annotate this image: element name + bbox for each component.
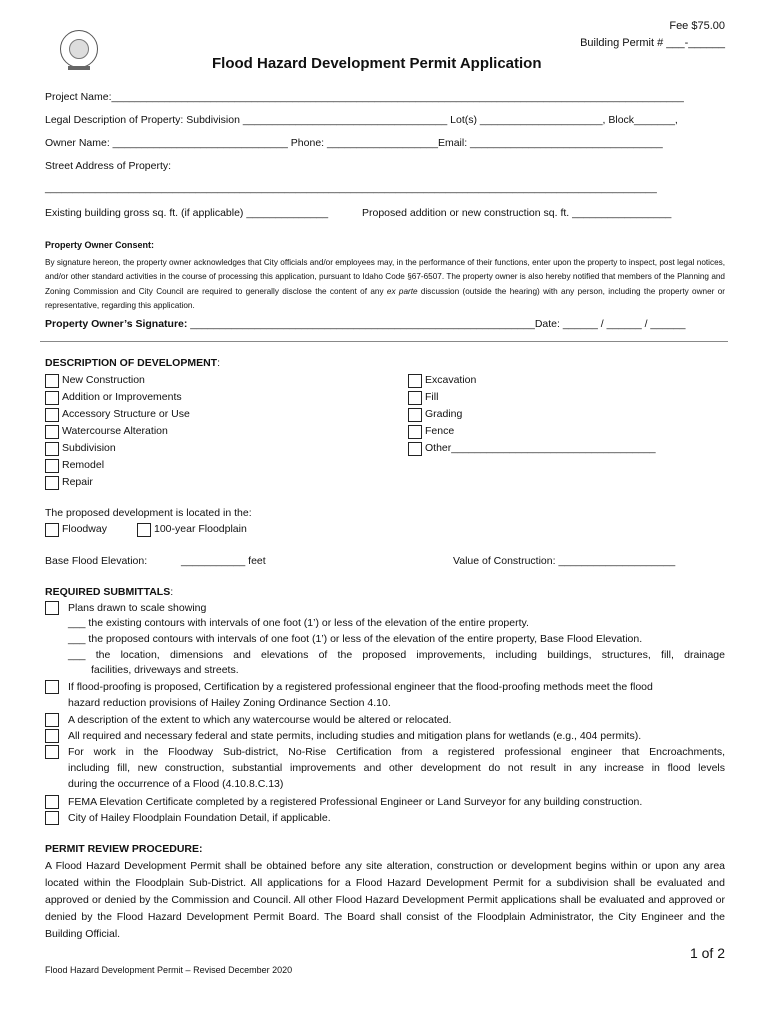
plans-improvements-line1: ___ the location, dimensions and elevations of the proposed improvements, including buildings, structures, fill, drainage (68, 649, 725, 661)
page-number: 1 of 2 (689, 945, 725, 961)
floodplain-label: 100-year Floodplain (154, 523, 247, 535)
excavation-label: Excavation (425, 374, 477, 386)
street-address-field[interactable]: ______________________________________________________________________________________________________________ (45, 183, 657, 194)
foundation-checkbox[interactable] (45, 811, 59, 825)
existing-sqft-field[interactable]: Existing building gross sq. ft. (if applicable) ______________ (45, 207, 329, 219)
other-checkbox[interactable] (408, 442, 422, 456)
addition-checkbox[interactable] (45, 391, 59, 405)
addition-label: Addition or Improvements (62, 391, 182, 403)
street-address-label: Street Address of Property: (45, 160, 172, 172)
fee-label: Fee $75.00 (669, 20, 725, 32)
other-field[interactable]: Other___________________________________ (425, 442, 656, 454)
norise-line3: during the occurrence of a Flood (4.10.8.C.13) (68, 778, 284, 790)
watercourse-description: A description of the extent to which any watercourse would be altered or relocated. (68, 714, 452, 726)
accessory-structure-label: Accessory Structure or Use (62, 408, 190, 420)
page-title: Flood Hazard Development Permit Application (212, 55, 542, 72)
legal-description-field[interactable]: Legal Description of Property: Subdivision ___________________________________ Lot(s) _____________________, Block_______, (45, 114, 678, 126)
subdivision-label: Subdivision (62, 442, 116, 454)
base-flood-field[interactable]: ___________ feet (181, 555, 266, 567)
fema-description: FEMA Elevation Certificate completed by a registered Professional Engineer or Land Surveyor for any building construction. (68, 796, 643, 808)
grading-label: Grading (425, 408, 463, 420)
floodway-checkbox[interactable] (45, 523, 59, 537)
accessory-structure-checkbox[interactable] (45, 408, 59, 422)
repair-checkbox[interactable] (45, 476, 59, 490)
development-heading: DESCRIPTION OF DEVELOPMENT: (45, 357, 221, 369)
repair-label: Repair (62, 476, 93, 488)
fill-checkbox[interactable] (408, 391, 422, 405)
revision-note: Flood Hazard Development Permit – Revised December 2020 (45, 965, 293, 975)
fence-label: Fence (425, 425, 455, 437)
submittals-heading: REQUIRED SUBMITTALS: (45, 586, 174, 598)
proposed-sqft-field[interactable]: Proposed addition or new construction sq. ft. _________________ (362, 207, 672, 219)
floodplain-checkbox[interactable] (137, 523, 151, 537)
base-flood-label: Base Flood Elevation: (45, 555, 148, 567)
new-construction-checkbox[interactable] (45, 374, 59, 388)
owner-name-field[interactable]: Owner Name: ______________________________ Phone: ___________________Email: _________________________________ (45, 137, 663, 149)
remodel-checkbox[interactable] (45, 459, 59, 473)
fema-checkbox[interactable] (45, 795, 59, 809)
remodel-label: Remodel (62, 459, 105, 471)
plans-checkbox[interactable] (45, 601, 59, 615)
review-heading: PERMIT REVIEW PROCEDURE: (45, 843, 203, 855)
fence-checkbox[interactable] (408, 425, 422, 439)
plans-label: Plans drawn to scale showing (68, 602, 207, 614)
norise-line1: For work in the Floodway Sub-district, No-Rise Certification from a registered professional engineer that Encroachments, (68, 746, 725, 758)
watercourse-alteration-checkbox[interactable] (45, 425, 59, 439)
norise-line2: including fill, new construction, substantial improvements and other development do not result in any increase in flood levels (68, 762, 725, 774)
subdivision-checkbox[interactable] (45, 442, 59, 456)
plans-improvements-line2: facilities, driveways and streets. (91, 664, 239, 676)
city-seal-base (68, 66, 90, 70)
owner-signature-field[interactable]: Property Owner’s Signature: ___________________________________________________________Date: ______ / ______ / ______ (45, 318, 686, 330)
permits-description: All required and necessary federal and state permits, including studies and mitigation plans for wetlands (e.g., 404 permits). (68, 730, 642, 742)
excavation-checkbox[interactable] (408, 374, 422, 388)
permits-checkbox[interactable] (45, 729, 59, 743)
section-divider (40, 341, 728, 342)
grading-checkbox[interactable] (408, 408, 422, 422)
city-seal-logo (60, 30, 98, 68)
project-name-field[interactable]: Project Name:__________________________________________________________________________________________________ (45, 91, 684, 103)
watercourse-alteration-label: Watercourse Alteration (62, 425, 168, 437)
fill-label: Fill (425, 391, 439, 403)
construction-value-field[interactable]: Value of Construction: ____________________ (453, 555, 676, 567)
plans-existing-contours: ___ the existing contours with intervals of one foot (1’) or less of the elevation of the entire property. (68, 617, 529, 629)
floodproofing-checkbox[interactable] (45, 680, 59, 694)
floodway-label: Floodway (62, 523, 107, 535)
foundation-description: City of Hailey Floodplain Foundation Detail, if applicable. (68, 812, 331, 824)
building-permit-label: Building Permit # ___-______ (580, 37, 725, 49)
consent-heading: Property Owner Consent: (45, 240, 155, 250)
location-intro: The proposed development is located in the: (45, 507, 252, 519)
floodproofing-line1: If flood-proofing is proposed, Certification by a registered professional engineer that the flood-proofing methods meet the flood (68, 681, 653, 693)
new-construction-label: New Construction (62, 374, 145, 386)
consent-text: By signature hereon, the property owner acknowledges that City officials and/or employees may, in the performance of their functions, enter upon the property to inspect, post legal notices, and/or other standard activities in the course of processing this application, pursuant to Idaho Code §67-6507. The property owner is also hereby notified that members of the Planning and Zoning Commission and City Council are required to generally disclose the content of any ex parte discussion (outside the hearing) with any person, including the property owner or representative, regarding this application. (45, 258, 725, 310)
review-text: A Flood Hazard Development Permit shall be obtained before any site alteration, construction or development begins within or upon any area located within the Floodplain Sub-District. All applications for a Flood Hazard Development Permit for a subdivision shall be evaluated and approved or denied by the Commission and Council. All other Flood Hazard Development Permit applications shall be evaluated and approved or denied by the Flood Hazard Development Permit Board. The Board shall consist of the Floodplain Administrator, the City Engineer and the Building Official. (45, 860, 725, 940)
norise-checkbox[interactable] (45, 745, 59, 759)
plans-proposed-contours: ___ the proposed contours with intervals of one foot (1’) or less of the elevation of the entire property, Base Flood Elevation. (68, 633, 643, 645)
floodproofing-line2: hazard reduction provisions of Hailey Zoning Ordinance Section 4.10. (68, 697, 391, 709)
watercourse-checkbox[interactable] (45, 713, 59, 727)
